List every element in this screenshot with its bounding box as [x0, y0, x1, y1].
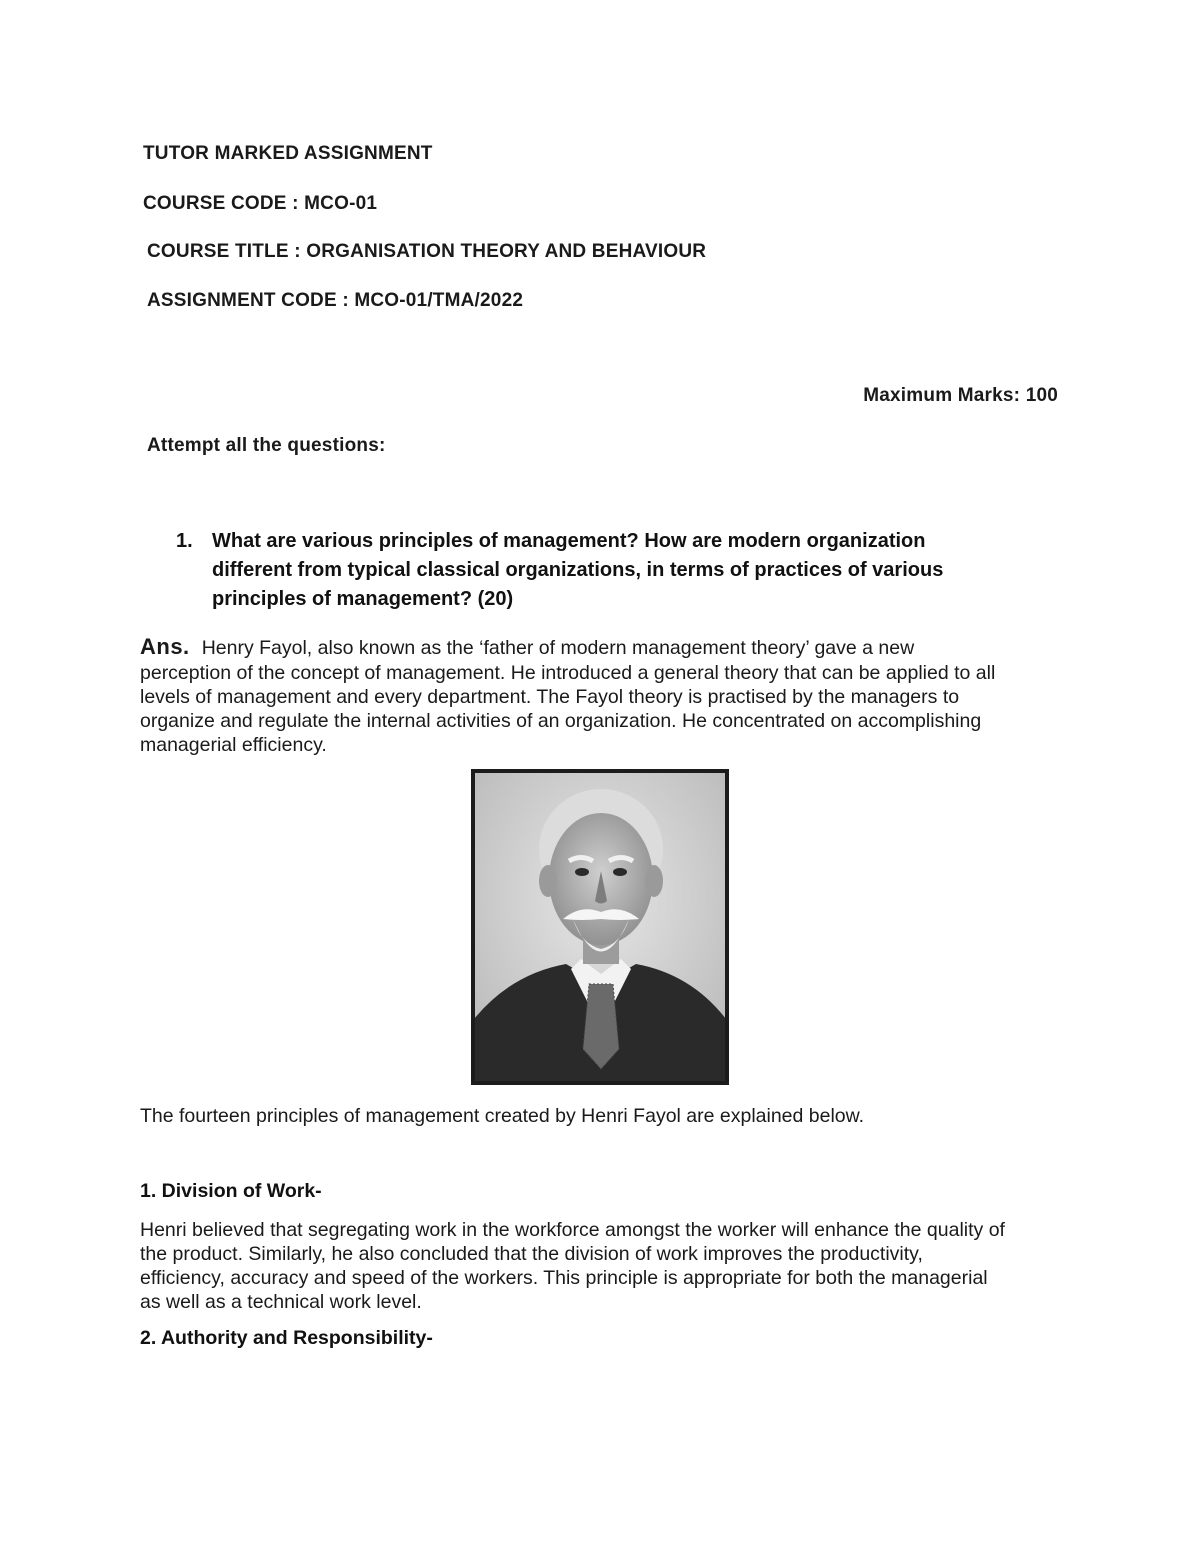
- question-line: What are various principles of management? How are modern organization: [212, 530, 926, 552]
- course-code: COURSE CODE : MCO-01: [143, 193, 378, 214]
- principle-heading: 1. Division of Work-: [140, 1180, 322, 1202]
- answer-line: organize and regulate the internal activities of an organization. He concentrated on accomplishing: [140, 710, 982, 732]
- henri-fayol-portrait: [471, 769, 729, 1085]
- assignment-title: TUTOR MARKED ASSIGNMENT: [143, 143, 433, 164]
- answer-line: levels of management and every department. The Fayol theory is practised by the managers to: [140, 686, 960, 708]
- principle-text-line: the product. Similarly, he also concluded that the division of work improves the productivity,: [140, 1243, 923, 1265]
- course-title: COURSE TITLE : ORGANISATION THEORY AND BEHAVIOUR: [147, 241, 707, 262]
- question-line: different from typical classical organizations, in terms of practices of various: [212, 559, 944, 581]
- answer-text: Henry Fayol, also known as the ‘father of modern management theory’ gave a new: [201, 637, 915, 659]
- maximum-marks: Maximum Marks: 100: [863, 385, 1058, 406]
- principle-text-line: Henri believed that segregating work in the workforce amongst the worker will enhance the quality of: [140, 1219, 1005, 1241]
- answer-line: managerial efficiency.: [140, 734, 327, 756]
- principle-heading: 2. Authority and Responsibility-: [140, 1327, 433, 1349]
- principle-text-line: efficiency, accuracy and speed of the workers. This principle is appropriate for both the managerial: [140, 1267, 988, 1289]
- assignment-code: ASSIGNMENT CODE : MCO-01/TMA/2022: [147, 290, 524, 311]
- answer-first-line: [140, 635, 914, 660]
- principle-text-line: as well as a technical work level.: [140, 1291, 422, 1313]
- answer-label: Ans.: [140, 634, 190, 659]
- answer-line: perception of the concept of management. He introduced a general theory that can be applied to all: [140, 662, 996, 684]
- portrait-image: [471, 769, 729, 1085]
- instruction: Attempt all the questions:: [147, 435, 386, 456]
- question-line: principles of management? (20): [212, 588, 514, 610]
- question-number: 1.: [176, 530, 193, 552]
- intro-text: The fourteen principles of management created by Henri Fayol are explained below.: [140, 1105, 865, 1127]
